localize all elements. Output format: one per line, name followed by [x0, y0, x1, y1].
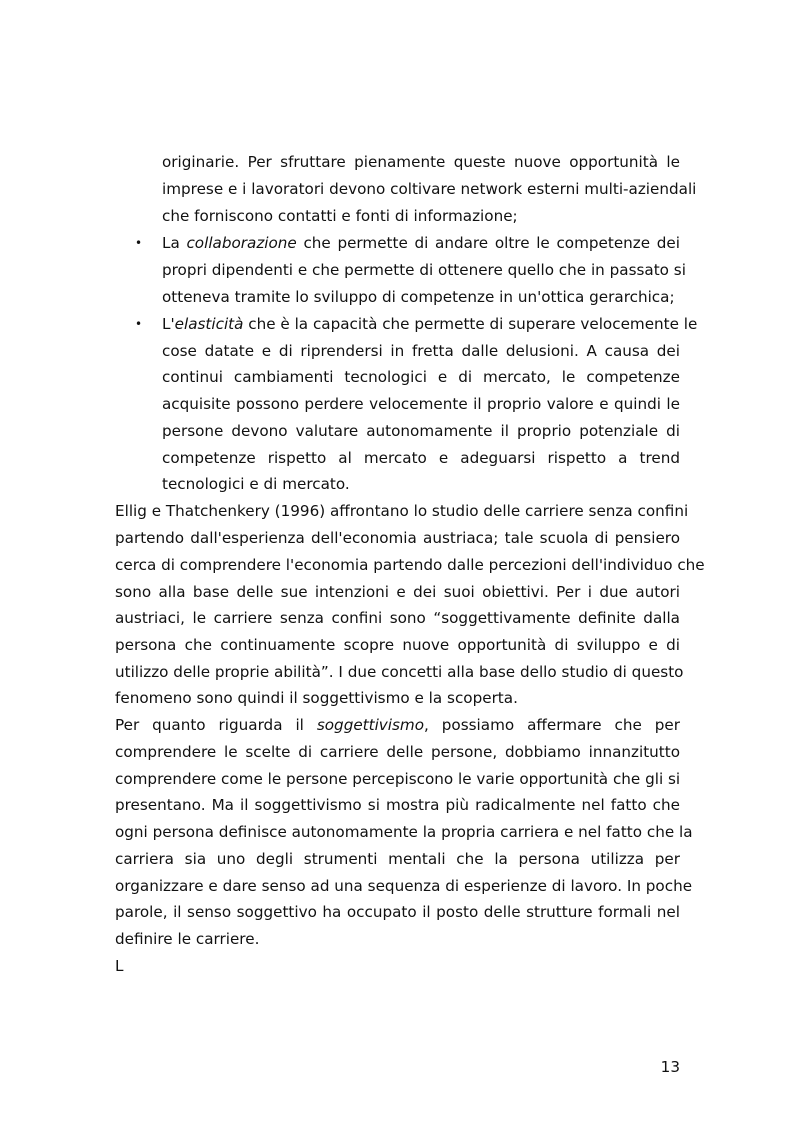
- page-number: 13: [660, 1058, 680, 1076]
- bullet-icon: •: [135, 317, 143, 331]
- text-line: persone devono valutare autonomamente il proprio potenziale di: [162, 422, 680, 440]
- text-line: definire le carriere.: [115, 930, 260, 948]
- text-line: L: [115, 957, 124, 975]
- text-line: L'elasticità che è la capacità che permette di superare velocemente le: [162, 315, 698, 333]
- italic-term: elasticità: [174, 315, 244, 333]
- text-line: sono alla base delle sue intenzioni e dei suoi obiettivi. Per i due autori: [115, 583, 680, 601]
- text-line: continui cambiamenti tecnologici e di mercato, le competenze: [162, 368, 680, 386]
- text-line: otteneva tramite lo sviluppo di competenze in un'ottica gerarchica;: [162, 288, 675, 306]
- italic-term: collaborazione: [186, 234, 297, 252]
- text-line: La collaborazione che permette di andare oltre le competenze dei: [162, 234, 680, 252]
- text-line: partendo dall'esperienza dell'economia austriaca; tale scuola di pensiero: [115, 529, 680, 547]
- bullet-icon: •: [135, 236, 143, 250]
- text-line: presentano. Ma il soggettivismo si mostra più radicalmente nel fatto che: [115, 796, 680, 814]
- text-line: competenze rispetto al mercato e adeguarsi rispetto a trend: [162, 449, 680, 467]
- text-line: fenomeno sono quindi il soggettivismo e la scoperta.: [115, 689, 518, 707]
- text-line: tecnologici e di mercato.: [162, 475, 350, 493]
- text-line: propri dipendenti e che permette di ottenere quello che in passato si: [162, 261, 686, 279]
- text-line: comprendere le scelte di carriere delle persone, dobbiamo innanzitutto: [115, 743, 680, 761]
- text-line: carriera sia uno degli strumenti mentali che la persona utilizza per: [115, 850, 680, 868]
- text-line: che forniscono contatti e fonti di informazione;: [162, 207, 518, 225]
- text-line: cose datate e di riprendersi in fretta dalle delusioni. A causa dei: [162, 342, 680, 360]
- text-line: utilizzo delle proprie abilità”. I due concetti alla base dello studio di questo: [115, 663, 684, 681]
- text-line: parole, il senso soggettivo ha occupato il posto delle strutture formali nel: [115, 903, 680, 921]
- text-line: Ellig e Thatchenkery (1996) affrontano lo studio delle carriere senza confini: [115, 502, 689, 520]
- text-line: persona che continuamente scopre nuove opportunità di sviluppo e di: [115, 636, 680, 654]
- text-line: Per quanto riguarda il soggettivismo, possiamo affermare che per: [115, 716, 680, 734]
- text-line: comprendere come le persone percepiscono le varie opportunità che gli si: [115, 770, 681, 788]
- text-line: imprese e i lavoratori devono coltivare network esterni multi-aziendali: [162, 180, 697, 198]
- text-line: originarie. Per sfruttare pienamente queste nuove opportunità le: [162, 153, 680, 171]
- text-line: cerca di comprendere l'economia partendo dalle percezioni dell'individuo che: [115, 556, 705, 574]
- text-line: ogni persona definisce autonomamente la propria carriera e nel fatto che la: [115, 823, 693, 841]
- italic-term: soggettivismo: [316, 716, 425, 734]
- text-line: organizzare e dare senso ad una sequenza di esperienze di lavoro. In poche: [115, 877, 693, 895]
- text-line: acquisite possono perdere velocemente il proprio valore e quindi le: [162, 395, 680, 413]
- text-line: austriaci, le carriere senza confini sono “soggettivamente definite dalla: [115, 609, 680, 627]
